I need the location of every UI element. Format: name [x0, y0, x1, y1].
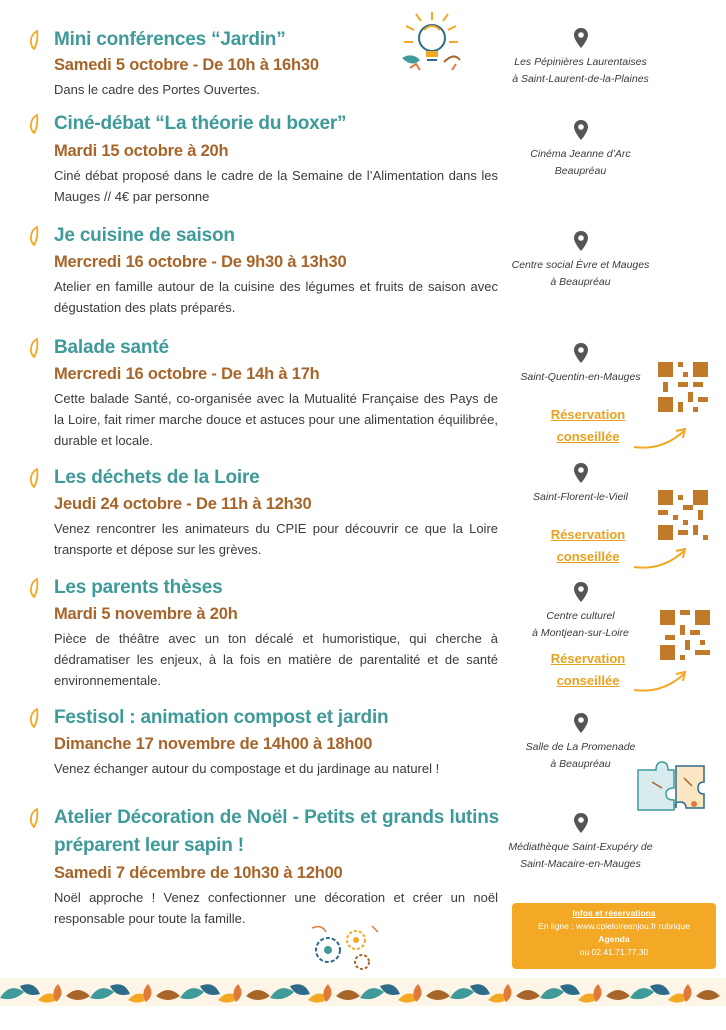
- venue-name-line2: à Montjean-sur-Loire: [532, 627, 629, 639]
- venue-name-line1: Centre social Èvre et Mauges: [511, 259, 650, 271]
- event-cuisine-saison: [28, 222, 498, 322]
- event-title: Festisol : animation compost et jardin: [54, 707, 389, 728]
- info-phone[interactable]: ou 02.41.71.77.30: [579, 947, 649, 957]
- event-title: Les déchets de la Loire: [54, 467, 260, 488]
- venue-1: [508, 28, 653, 88]
- venue-name-line1: Centre culturel: [546, 610, 615, 622]
- map-pin-icon: [574, 343, 588, 363]
- reservation-link-parents[interactable]: Réservation conseillée: [550, 651, 626, 688]
- event-title: Atelier Décoration de Noël - Petits et grands lutins préparent leur sapin !: [54, 807, 499, 856]
- event-cine-debat: [28, 110, 498, 210]
- event-description: Venez rencontrer les animateurs du CPIE pour découvrir ce que la Loire transporte et dépose sur les grèves.: [54, 521, 498, 557]
- venue-6: [508, 582, 653, 642]
- map-pin-icon: [574, 463, 588, 483]
- venue-5: [508, 463, 653, 506]
- event-description: Ciné débat proposé dans le cadre de la Semaine de l’Alimentation dans les Mauges // 4€ par personne: [54, 168, 498, 204]
- reservation-link-dechets[interactable]: Réservation conseillée: [550, 527, 626, 564]
- map-pin-icon: [574, 231, 588, 251]
- leaf-bullet-icon: [28, 338, 40, 358]
- curved-arrow-icon: [632, 425, 692, 451]
- event-title: Balade santé: [54, 337, 169, 358]
- venue-name-line2: à Beaupréau: [550, 758, 611, 770]
- event-date: Dimanche 17 novembre de 14h00 à 18h00: [54, 735, 373, 753]
- map-pin-icon: [574, 582, 588, 602]
- map-pin-icon: [574, 28, 588, 48]
- venue-name-line2: Beaupréau: [554, 165, 607, 177]
- event-title: Les parents thèses: [54, 577, 223, 598]
- qr-code-icon[interactable]: [660, 610, 710, 660]
- puzzle-illustration: [632, 760, 712, 818]
- event-atelier-noel: [28, 804, 498, 934]
- event-parents-theses: [28, 574, 498, 694]
- qr-code-icon[interactable]: [658, 362, 708, 412]
- venue-3: [508, 231, 653, 291]
- info-title: Infos et réservations: [572, 908, 656, 918]
- event-description: Dans le cadre des Portes Ouvertes.: [54, 82, 260, 97]
- venue-2: [508, 120, 653, 180]
- reservation-link-balade[interactable]: Réservation conseillée: [550, 407, 626, 444]
- venue-4: [508, 343, 653, 386]
- venue-name-line1: Salle de La Promenade: [525, 741, 636, 753]
- map-pin-icon: [574, 120, 588, 140]
- event-mini-conferences: [28, 26, 498, 106]
- event-date: Samedi 7 décembre de 10h30 à 12h00: [54, 864, 343, 882]
- leaf-bullet-icon: [28, 30, 40, 50]
- leaf-bullet-icon: [28, 708, 40, 728]
- event-date: Samedi 5 octobre - De 10h à 16h30: [54, 56, 319, 74]
- event-date: Mardi 5 novembre à 20h: [54, 605, 238, 623]
- event-date: Mercredi 16 octobre - De 9h30 à 13h30: [54, 253, 347, 271]
- event-description: Pièce de théâtre avec un ton décalé et humoristique, qui cherche à dédramatiser les enjeux, à la fois en matière de parentalité et de santé environnementale.: [54, 631, 498, 688]
- venue-name-line1: Saint-Quentin-en-Mauges: [520, 371, 641, 383]
- event-date: Jeudi 24 octobre - De 11h à 12h30: [54, 495, 312, 513]
- event-date: Mercredi 16 octobre - De 14h à 17h: [54, 365, 320, 383]
- venue-name-line1: Médiathèque Saint-Exupéry de: [508, 841, 653, 853]
- qr-code-icon[interactable]: [658, 490, 708, 540]
- event-festisol: [28, 704, 498, 784]
- gears-illustration: [306, 920, 386, 976]
- leaf-bullet-icon: [28, 226, 40, 246]
- venue-name-line2: à Saint-Laurent-de-la-Plaines: [512, 73, 649, 85]
- venue-name-line1: Saint-Florent-le-Vieil: [533, 491, 628, 503]
- venue-name-line1: Cinéma Jeanne d’Arc: [530, 148, 631, 160]
- info-box: [512, 903, 716, 969]
- curved-arrow-icon: [632, 545, 692, 571]
- map-pin-icon: [574, 713, 588, 733]
- info-agenda: Agenda: [598, 934, 630, 944]
- venue-name-line2: à Beaupréau: [550, 276, 611, 288]
- map-pin-icon: [574, 813, 588, 833]
- event-date: Mardi 15 octobre à 20h: [54, 142, 229, 160]
- leaf-bullet-icon: [28, 468, 40, 488]
- event-description: Venez échanger autour du compostage et du jardinage au naturel !: [54, 761, 440, 776]
- event-balade-sante: [28, 334, 498, 454]
- leaf-bullet-icon: [28, 578, 40, 598]
- event-description: Atelier en famille autour de la cuisine des légumes et fruits de saison avec dégustation des plats préparés.: [54, 279, 498, 315]
- venue-name-line1: Les Pépinières Laurentaises: [514, 56, 647, 68]
- event-description: Cette balade Santé, co-organisée avec la Mutualité Française des Pays de la Loire, fait rimer marche douce et astuces pour une alimentation équilibrée, durable et locale.: [54, 391, 498, 448]
- info-online[interactable]: En ligne : www.cpieloireanjou.fr rubrique: [538, 921, 690, 931]
- event-dechets-loire: [28, 464, 498, 564]
- event-title: Mini conférences “Jardin”: [54, 29, 286, 50]
- leaf-bullet-icon: [28, 808, 40, 828]
- event-title: Ciné-débat “La théorie du boxer”: [54, 113, 347, 134]
- venue-name-line2: Saint-Macaire-en-Mauges: [520, 858, 641, 870]
- venue-8: [508, 813, 653, 873]
- decorative-footer-band: [0, 978, 726, 1006]
- curved-arrow-icon: [632, 668, 692, 694]
- leaf-bullet-icon: [28, 114, 40, 134]
- event-title: Je cuisine de saison: [54, 225, 235, 246]
- event-description: Noël approche ! Venez confectionner une décoration et créer un noël responsable pour toute la famille.: [54, 890, 498, 926]
